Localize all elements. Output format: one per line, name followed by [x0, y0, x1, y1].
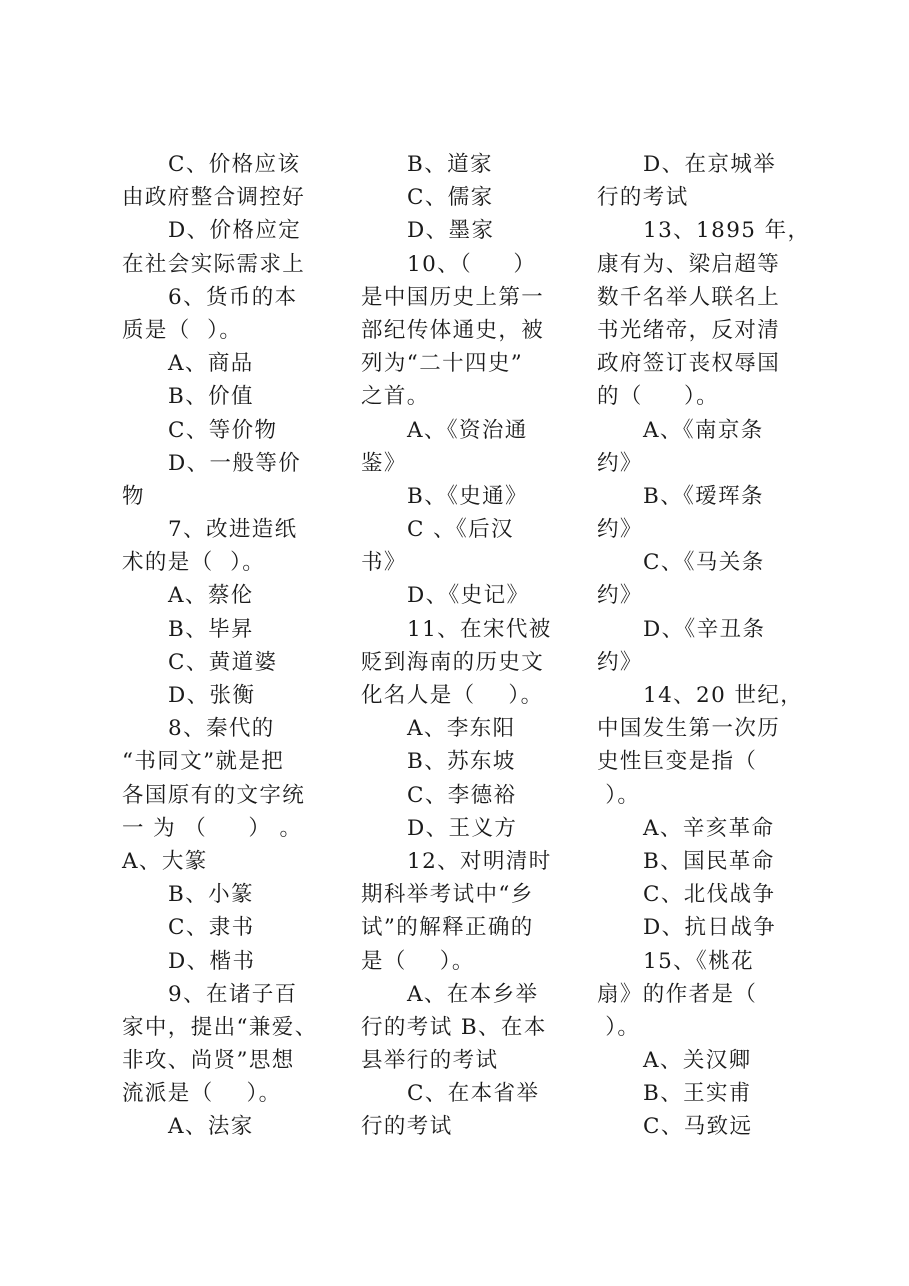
text-line: 家中，提出“兼爱、 [122, 1014, 318, 1040]
text-line: 各国原有的文字统 [122, 782, 306, 808]
text-line: C、儒家 [407, 185, 494, 211]
text-line: 13、1895 年， [643, 218, 811, 244]
text-line: 政府签订丧权辱国 [597, 351, 781, 377]
text-line: D、墨家 [407, 218, 495, 244]
text-line: C、等价物 [168, 417, 278, 443]
text-line: 化名人是（ ）。 [361, 683, 544, 708]
text-line: 中国发生第一次历 [597, 716, 781, 742]
text-line: 行的考试 [597, 185, 689, 211]
text-line: 6、货币的本 [168, 284, 298, 310]
text-line: C、价格应该 [168, 152, 301, 177]
text-line: C、在本省举 [407, 1081, 540, 1107]
text-line: C、北伐战争 [643, 882, 776, 908]
text-line: ）。 [597, 1014, 641, 1040]
text-line: B、苏东坡 [407, 749, 516, 775]
text-line: D、《史记》 [407, 583, 530, 609]
text-line: A、蔡伦 [168, 583, 254, 609]
text-column-right [597, 148, 811, 1144]
text-line: D、王义方 [407, 815, 518, 841]
text-line: A、法家 [168, 1114, 254, 1140]
text-line: D、楷书 [168, 948, 256, 974]
text-line: 书光绪帝，反对清 [597, 317, 781, 343]
text-line: 12、对明清时 [407, 848, 552, 874]
text-line: 7、改进造纸 [168, 517, 298, 543]
text-line: 县举行的考试 [361, 1048, 499, 1074]
text-line: 鉴》 [361, 450, 407, 476]
text-line: B、《瑷珲条 [643, 483, 764, 509]
text-line: 物 [122, 483, 145, 509]
text-line: B、毕昇 [168, 616, 254, 642]
text-line: B、国民革命 [643, 848, 775, 874]
text-column-left [122, 148, 330, 1144]
text-line: 15、《桃花 [643, 948, 755, 974]
text-line: B、道家 [407, 152, 493, 177]
text-line: 贬到海南的历史文 [361, 649, 545, 675]
text-line: 约》 [597, 517, 643, 543]
text-line: ）。 [597, 782, 641, 808]
text-line: 的（ ）。 [597, 384, 720, 410]
text-line: D、抗日战争 [643, 915, 777, 941]
text-line: C、马致远 [643, 1114, 753, 1140]
text-line: A、李东阳 [407, 716, 516, 742]
text-line: D、在京城举 [643, 152, 777, 177]
text-line: A、大篆 [122, 848, 208, 874]
text-line: B、小篆 [168, 882, 254, 908]
text-line: 书》 [361, 550, 407, 576]
text-line: A、《资治通 [407, 417, 528, 443]
text-line: 行的考试 [361, 1114, 453, 1140]
text-line: B、《史通》 [407, 483, 528, 509]
text-line: 由政府整合调控好 [122, 185, 306, 211]
text-line: “书同文”就是把 [122, 749, 285, 775]
text-line: A、商品 [168, 351, 254, 377]
text-line: 数千名举人联名上 [597, 284, 781, 310]
text-line: 约》 [597, 649, 643, 675]
text-line: 部纪传体通史，被 [361, 317, 545, 343]
text-line: 14、20 世纪， [643, 683, 804, 708]
text-line: D、一般等价 [168, 450, 302, 476]
text-line: 9、在诸子百 [168, 981, 298, 1007]
text-line: 扇》的作者是（ [597, 981, 758, 1007]
text-line: 约》 [597, 583, 643, 609]
text-line: D、张衡 [168, 683, 256, 708]
text-line: 非攻、尚贤”思想 [122, 1048, 295, 1074]
text-line: 约》 [597, 450, 643, 476]
text-line: D、《辛丑条 [643, 616, 766, 642]
text-column-middle [361, 148, 569, 1144]
text-line: 在社会实际需求上 [122, 251, 306, 277]
text-line: C 、《后汉 [407, 517, 514, 543]
text-line: B、价值 [168, 384, 254, 410]
text-line: 10、（ ） [407, 251, 537, 277]
text-line: 康有为、梁启超等 [597, 251, 781, 277]
text-line: 之首。 [361, 384, 430, 410]
text-line: 是（ ）。 [361, 948, 475, 974]
text-line: 行的考试 B、在本 [361, 1014, 547, 1040]
text-line: B、王实甫 [643, 1081, 752, 1107]
text-line: 术的是（ ）。 [122, 550, 266, 576]
text-line: 试”的解释正确的 [361, 915, 534, 941]
text-line: 史性巨变是指（ [597, 749, 758, 775]
text-line: 流派是（ ）。 [122, 1081, 282, 1107]
text-line: 期科举考试中“乡 [361, 882, 534, 908]
text-line: D、价格应定 [168, 218, 302, 244]
text-line: 11、在宋代被 [407, 616, 552, 642]
text-line: A、关汉卿 [643, 1048, 752, 1074]
text-line: A、辛亥革命 [643, 815, 775, 841]
text-line: 是中国历史上第一 [361, 284, 545, 310]
text-line: 质是（ ）。 [122, 317, 243, 343]
text-line: 列为“二十四史” [361, 351, 524, 377]
text-line: A、《南京条 [643, 417, 764, 443]
text-line: C、《马关条 [643, 550, 765, 576]
text-line: C、黄道婆 [168, 649, 278, 675]
text-line: C、李德裕 [407, 782, 517, 808]
text-line: 8、秦代的 [168, 716, 275, 742]
text-line: 一 为 （ ） 。 [122, 815, 303, 841]
text-line: C、隶书 [168, 915, 255, 941]
text-line: A、在本乡举 [407, 981, 539, 1007]
